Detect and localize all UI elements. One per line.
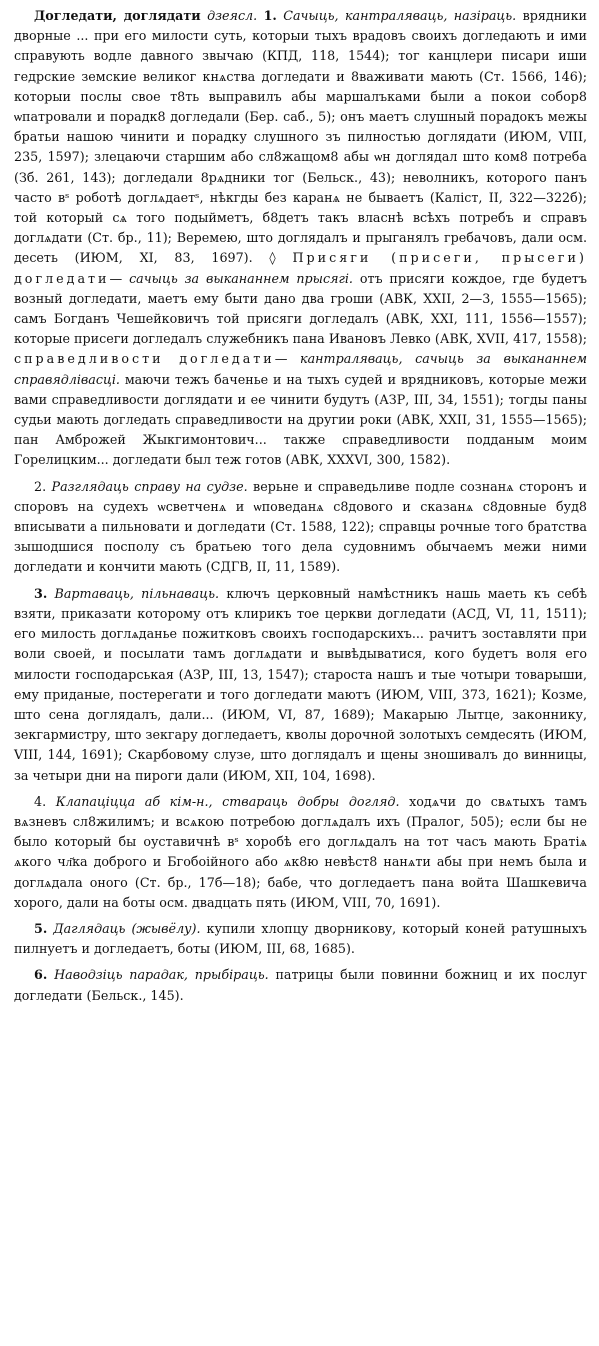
- sense-3-gloss: Вартаваць, пільнаваць.: [54, 585, 220, 601]
- sense-5-citations: купили хлопцу дворникову, который коней ратушныхъ пилнуетъ и догледаетъ, боты (ИЮМ, III, 68, 1685).: [14, 920, 587, 957]
- sense-6-number: 6.: [34, 967, 48, 983]
- phrase-2-gloss: — кантраляваць, сачыць за выкананнем справядлівасці.: [14, 351, 588, 387]
- sense-6-gloss: Наводзіць парадак, прыбіраць.: [54, 967, 269, 983]
- sense-3-citations: ключъ церковный намѣстникъ нашь маеть къ себѣ взяти, приказати которому отъ клирикъ тое церкви догледати (АСД, VI, 11, 1511); его милость доглѧданье пожитковъ своихъ господарскихъ... рачитъ зоставляти при воли своей, и посылати тамъ доглѧдати и вывѣдыватися, кого будетъ воля его милости господарськая (АЗР, III, 13, 1547); староста нашъ и тые чотыри товарыши, ему приданые, постерегати и того догледати маютъ (ИЮМ, VIII, 373, 1621); Козме, што сена доглядалъ, дали... (ИЮМ, VI, 87, 1689); Макарыю Лытце, законнику, зекгармистру, што зекгару догледаетъ, кволы дорочной золотыхъ семдесять (ИЮМ, VIII, 144, 1691); Скарбовому слузе, што доглядалъ и щены зношивалъ до винницы, за четыри дни на пироги дали (ИЮМ, XII, 104, 1698).: [14, 585, 587, 783]
- sense-3-paragraph: [14, 584, 587, 786]
- sense-3-number: 3.: [34, 585, 48, 601]
- sense-5-gloss: Даглядаць (жывёлу).: [53, 920, 201, 936]
- sense-1-number: 1.: [263, 8, 277, 23]
- headword: Догледати, доглядати: [34, 8, 201, 23]
- sense-6-paragraph: [14, 965, 587, 1005]
- phrase-1-gloss: — сачыць за выкананнем прысягі.: [109, 270, 353, 286]
- part-of-speech: дзеясл.: [207, 8, 258, 23]
- sense-4-number: 4.: [34, 793, 47, 809]
- sense-5-number: 5.: [34, 920, 48, 936]
- sense-2-number: 2.: [34, 478, 47, 494]
- sense-4-gloss: Клапаціцца аб кім-н., ствараць добры догляд.: [55, 793, 400, 809]
- sense-1-paragraph: [14, 6, 587, 471]
- sense-4-citations: ходѧчи до свѧтыхъ тамъ вѧзневъ сл8жилимъ; и всѧкою потребою доглѧдалъ ихъ (Пралог, 505); если бы не было который бы оуставичнѣ вˢ хоробѣ его доглѧдалъ на тот часъ мають Братіѧ ѧкого чл҃ка доброго и Бгобоійного або ѧк8ю невѣст8 нанѧти абы при немъ была и доглѧдала оного (Ст. бр., 17б—18); бабе, что догледаетъ пана войта Шашкевича хорого, дали на боты осм. двадцать пять (ИЮМ, VIII, 70, 1691).: [14, 793, 587, 910]
- sense-2-gloss: Разглядаць справу на судзе.: [51, 478, 248, 494]
- sense-1-citations-a: врядники дворные ... при его милости суть, которыи тыхъ врадовъ своихъ догледають и ими справують водле давного звычаю (КПД, 118, 1544); тог канцлери писари иши гедрские земские великог кнѧства догледати и 8важивати мають (Ст. 1566, 146); которыи послы свое т8ть выправилъ абы маршалъками были а покои собор8 ѡпатровали и порадк8 догледали (Бер. саб., 5); онъ маетъ слушный порадокъ межы братьи нашою чинити и порадку слушного зъ пилностью доглядати (ИЮМ, VIII, 235, 1597); злецаючи старшим або сл8жащом8 абы ѡн доглядал што ком8 потреба (Зб. 261, 143); догледали 8рѧдники тог (Бельск., 43); неволникъ, которого панъ часто вˢ роботѣ доглѧдаетˢ, нѣкгды без каранѧ не бываетъ (Каліст, II, 322—322б); той который сѧ того подыйметъ, б8детъ такъ власнѣ всѣхъ потребъ и справъ доглѧдати (Ст. бр., 11); Веремею, што доглядалъ и прыганялъ гребачовъ, дали осм. десеть (ИЮМ, XI, 83, 1697). ◊: [14, 8, 587, 266]
- sense-1-citations-b: отъ присяги кождое, где будетъ возный догледати, маетъ ему быти дано два гроши (АВК, XXII, 2—3, 1555—1565); самъ Богданъ Чешейковичъ той присяги догледалъ (АВК, XXI, 111, 1556—1557); которые присеги догледалъ служебникъ пана Ивановъ Левко (АВК, XVII, 417, 1558);: [14, 270, 587, 347]
- sense-1-gloss: Сачыць, кантраляваць, назіраць.: [283, 8, 517, 23]
- sense-4-paragraph: [14, 792, 587, 913]
- sense-2-paragraph: [14, 477, 587, 578]
- sense-6-citations: патрицы были повинни божниц и их послуг догледати (Бельск., 145).: [14, 967, 587, 1003]
- phrase-2: справедливости догледати: [14, 351, 275, 367]
- phrase-1: Присяги (присеги, прысеги) догледати: [14, 250, 587, 286]
- sense-5-paragraph: [14, 919, 587, 959]
- sense-1-citations-c: маючи тежъ баченье и на тыхъ судей и врядниковъ, которые межи вами справедливости доглядати и ее чинити будутъ (АЗР, III, 34, 1551); тогды паны судьи мають догледать справедливости на другии роки (АВК, XXII, 31, 1555—1565); пан Амброжей Жыкгимонтович... также справедливости подданым моим Горелицким... догледати был теж готов (АВК, XXXVI, 300, 1582).: [14, 371, 587, 468]
- sense-2-citations: верьне и справедьливе подле сознанѧ сторонъ и споровъ на судехъ ѡсветченѧ и ѡповеданѧ с8дового и сказанѧ с8довные буд8 вписывати а пильновати и догледати (Ст. 1588, 122); справцы рочные того братства зышодшися посполу съ братьею того дела судовнимъ обычаемъ межи ними догледати и кончити мають (СДГВ, II, 11, 1589).: [14, 478, 587, 575]
